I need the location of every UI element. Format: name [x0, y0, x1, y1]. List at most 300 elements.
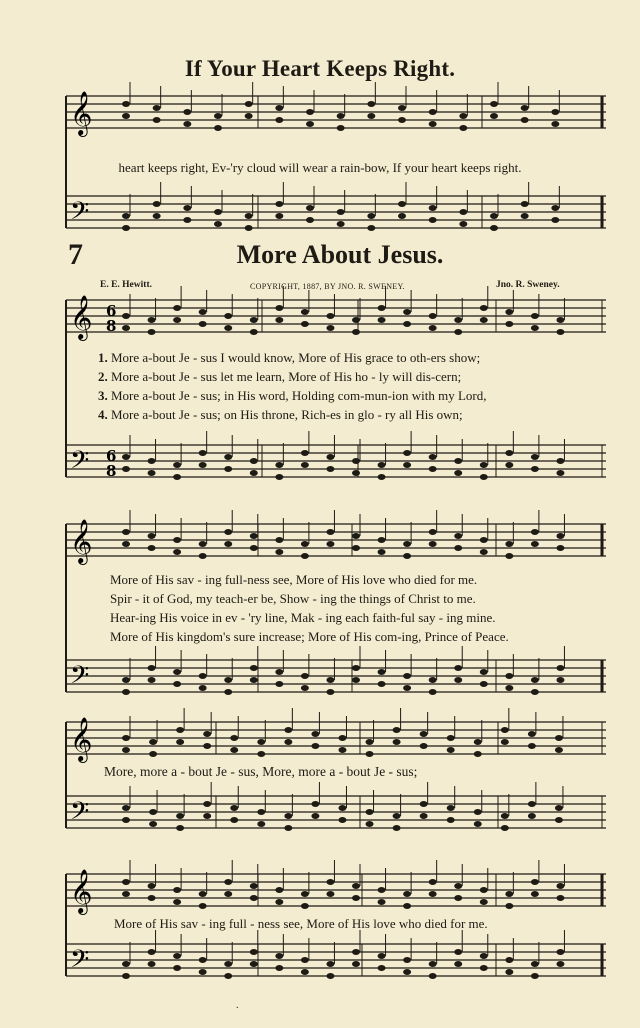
note-head — [148, 883, 156, 889]
note-head — [454, 470, 462, 476]
note-head — [301, 969, 309, 975]
note-head — [148, 961, 156, 967]
note-head — [337, 221, 345, 227]
note-head — [480, 669, 488, 675]
note-head — [214, 113, 222, 119]
note-head — [122, 805, 130, 811]
note-head — [306, 109, 314, 115]
note-head — [403, 957, 411, 963]
note-head — [122, 101, 130, 107]
verse-continuation-3: Hear-ing His voice in ev - 'ry line, Mak - ing each faith-ful say - ing mine. — [110, 610, 496, 625]
note-head — [148, 470, 156, 476]
note-head — [148, 533, 156, 539]
note-head — [326, 879, 334, 885]
note-head — [474, 821, 482, 827]
note-head — [378, 887, 386, 893]
note-head — [173, 965, 181, 971]
svg-text:6: 6 — [106, 447, 117, 465]
note-head — [173, 953, 181, 959]
note-head — [122, 541, 130, 547]
note-head — [199, 685, 207, 691]
note-head — [528, 743, 536, 749]
note-head — [148, 458, 156, 464]
note-head — [454, 533, 462, 539]
note-head — [555, 735, 563, 741]
note-head — [420, 801, 428, 807]
svg-text:𝄞: 𝄞 — [70, 869, 93, 913]
note-head — [214, 221, 222, 227]
note-head — [199, 891, 207, 897]
note-head — [199, 957, 207, 963]
note-head — [505, 891, 513, 897]
note-head — [301, 462, 309, 468]
note-head — [556, 470, 564, 476]
note-head — [214, 209, 222, 215]
note-head — [352, 545, 360, 551]
note-head — [230, 805, 238, 811]
note-head — [122, 677, 130, 683]
note-head — [505, 673, 513, 679]
note-head — [224, 541, 232, 547]
note-head — [378, 965, 386, 971]
note-head — [447, 805, 455, 811]
note-head — [403, 462, 411, 468]
note-head — [245, 213, 253, 219]
note-head — [480, 887, 488, 893]
note-head — [326, 541, 334, 547]
note-head — [555, 747, 563, 753]
note-head — [326, 891, 334, 897]
note-head — [501, 813, 509, 819]
note-head — [531, 973, 539, 979]
note-head — [531, 879, 539, 885]
note-head — [447, 735, 455, 741]
note-head — [203, 801, 211, 807]
note-head — [551, 121, 559, 127]
note-head — [556, 458, 564, 464]
note-head — [173, 474, 181, 480]
note-head — [250, 677, 258, 683]
note-head — [429, 879, 437, 885]
svg-text:𝄞: 𝄞 — [70, 519, 93, 563]
note-head — [403, 553, 411, 559]
note-head — [148, 317, 156, 323]
note-head — [378, 474, 386, 480]
note-head — [393, 813, 401, 819]
note-head — [275, 117, 283, 123]
note-head — [183, 205, 191, 211]
note-head — [378, 317, 386, 323]
note-head — [420, 743, 428, 749]
note-head — [459, 125, 467, 131]
note-head — [230, 817, 238, 823]
note-head — [301, 450, 309, 456]
note-head — [454, 677, 462, 683]
svg-text:8: 8 — [106, 462, 117, 480]
note-head — [366, 809, 374, 815]
note-head — [429, 689, 437, 695]
note-head — [122, 747, 130, 753]
note-head — [199, 903, 207, 909]
note-head — [326, 529, 334, 535]
note-head — [490, 101, 498, 107]
note-head — [454, 545, 462, 551]
note-head — [556, 677, 564, 683]
note-head — [122, 735, 130, 741]
note-head — [122, 213, 130, 219]
hymn-title: More About Jesus. — [236, 240, 444, 269]
note-head — [429, 961, 437, 967]
note-head — [551, 109, 559, 115]
note-head — [528, 813, 536, 819]
note-head — [556, 533, 564, 539]
verse-continuation-4: More of His kingdom's sure increase; More of His com-ing, Prince of Peace. — [110, 629, 509, 644]
note-head — [183, 121, 191, 127]
note-head — [490, 213, 498, 219]
note-head — [352, 533, 360, 539]
note-head — [528, 801, 536, 807]
note-head — [352, 883, 360, 889]
note-head — [224, 466, 232, 472]
time-signature-bottom: 8 — [106, 317, 117, 335]
note-head — [224, 973, 232, 979]
note-head — [531, 541, 539, 547]
note-head — [148, 677, 156, 683]
note-head — [338, 735, 346, 741]
note-head — [122, 817, 130, 823]
note-head — [531, 529, 539, 535]
note-head — [378, 899, 386, 905]
note-head — [301, 957, 309, 963]
note-head — [447, 747, 455, 753]
note-head — [250, 329, 258, 335]
note-head — [366, 821, 374, 827]
refrain-end-lyric: More of His sav - ing full - ness see, More of His love who died for me. — [114, 916, 488, 931]
note-head — [403, 321, 411, 327]
note-head — [556, 545, 564, 551]
note-head — [275, 537, 283, 543]
note-head — [284, 825, 292, 831]
note-head — [337, 113, 345, 119]
note-head — [459, 221, 467, 227]
note-head — [250, 458, 258, 464]
note-head — [326, 454, 334, 460]
note-head — [176, 825, 184, 831]
note-head — [367, 113, 375, 119]
note-head — [505, 321, 513, 327]
note-head — [521, 105, 529, 111]
note-head — [250, 895, 258, 901]
svg-text:𝄢: 𝄢 — [70, 197, 90, 232]
note-head — [420, 731, 428, 737]
refrain-lyric: More, more a - bout Je - sus, More, more a - bout Je - sus; — [104, 764, 418, 779]
note-head — [149, 821, 157, 827]
note-head — [301, 685, 309, 691]
note-head — [338, 817, 346, 823]
page-mark: . — [236, 1000, 239, 1011]
note-head — [148, 949, 156, 955]
note-head — [224, 879, 232, 885]
note-head — [338, 805, 346, 811]
note-head — [250, 883, 258, 889]
note-head — [122, 466, 130, 472]
note-head — [275, 213, 283, 219]
note-head — [122, 325, 130, 331]
note-head — [301, 903, 309, 909]
note-head — [531, 466, 539, 472]
note-head — [556, 317, 564, 323]
note-head — [398, 117, 406, 123]
note-head — [224, 689, 232, 695]
note-head — [531, 677, 539, 683]
note-head — [284, 727, 292, 733]
note-head — [230, 735, 238, 741]
note-head — [275, 305, 283, 311]
note-head — [454, 665, 462, 671]
note-head — [398, 201, 406, 207]
note-head — [148, 545, 156, 551]
note-head — [429, 677, 437, 683]
note-head — [122, 879, 130, 885]
note-head — [250, 545, 258, 551]
note-head — [505, 309, 513, 315]
note-head — [230, 747, 238, 753]
note-head — [505, 685, 513, 691]
note-head — [352, 961, 360, 967]
note-head — [250, 665, 258, 671]
note-head — [474, 739, 482, 745]
note-head — [173, 681, 181, 687]
note-head — [505, 957, 513, 963]
note-head — [480, 537, 488, 543]
note-head — [284, 739, 292, 745]
note-head — [173, 669, 181, 675]
note-head — [429, 466, 437, 472]
note-head — [203, 813, 211, 819]
note-head — [148, 895, 156, 901]
note-head — [149, 739, 157, 745]
note-head — [480, 549, 488, 555]
note-head — [531, 454, 539, 460]
note-head — [459, 209, 467, 215]
note-head — [199, 450, 207, 456]
note-head — [454, 961, 462, 967]
verse-line-1: 1. More a-bout Je - sus I would know, More of His grace to oth-ers show; — [98, 350, 481, 365]
time-signature-top: 6 — [106, 302, 117, 320]
note-head — [122, 454, 130, 460]
note-head — [454, 883, 462, 889]
svg-text:𝄢: 𝄢 — [70, 797, 90, 832]
note-head — [378, 305, 386, 311]
verse-line-3: 3. More a-bout Je - sus; in His word, Holding com-mun-ion with my Lord, — [98, 388, 487, 403]
note-head — [352, 895, 360, 901]
note-head — [556, 949, 564, 955]
note-head — [480, 965, 488, 971]
note-head — [556, 961, 564, 967]
note-head — [275, 965, 283, 971]
note-head — [556, 895, 564, 901]
note-head — [454, 329, 462, 335]
note-head — [454, 949, 462, 955]
note-head — [183, 109, 191, 115]
note-head — [501, 727, 509, 733]
note-head — [224, 529, 232, 535]
note-head — [531, 325, 539, 331]
previous-hymn-title: If Your Heart Keeps Right. — [184, 56, 456, 81]
note-head — [173, 549, 181, 555]
note-head — [378, 537, 386, 543]
note-head — [275, 669, 283, 675]
note-head — [326, 677, 334, 683]
note-head — [257, 751, 265, 757]
note-head — [393, 739, 401, 745]
note-head — [153, 201, 161, 207]
note-head — [531, 689, 539, 695]
note-head — [429, 109, 437, 115]
note-head — [480, 305, 488, 311]
note-head — [505, 541, 513, 547]
note-head — [250, 533, 258, 539]
note-head — [429, 325, 437, 331]
note-head — [275, 462, 283, 468]
note-head — [122, 961, 130, 967]
note-head — [148, 329, 156, 335]
note-head — [429, 217, 437, 223]
note-head — [378, 669, 386, 675]
note-head — [366, 751, 374, 757]
note-head — [555, 805, 563, 811]
note-head — [556, 329, 564, 335]
note-head — [480, 681, 488, 687]
note-head — [398, 105, 406, 111]
note-head — [301, 673, 309, 679]
note-head — [352, 665, 360, 671]
note-head — [224, 677, 232, 683]
note-head — [447, 817, 455, 823]
note-head — [326, 466, 334, 472]
svg-text:𝄢: 𝄢 — [70, 446, 90, 481]
note-head — [454, 317, 462, 323]
note-head — [378, 953, 386, 959]
note-head — [352, 317, 360, 323]
note-head — [352, 677, 360, 683]
svg-text:𝄞: 𝄞 — [70, 295, 93, 339]
note-head — [301, 553, 309, 559]
note-head — [403, 685, 411, 691]
note-head — [429, 205, 437, 211]
note-head — [326, 313, 334, 319]
note-head — [311, 801, 319, 807]
note-head — [199, 321, 207, 327]
note-head — [257, 821, 265, 827]
note-head — [480, 899, 488, 905]
svg-text:𝄢: 𝄢 — [70, 945, 90, 980]
note-head — [122, 313, 130, 319]
note-head — [352, 458, 360, 464]
note-head — [275, 317, 283, 323]
note-head — [173, 305, 181, 311]
note-head — [403, 891, 411, 897]
note-head — [480, 317, 488, 323]
note-head — [122, 225, 130, 231]
note-head — [122, 973, 130, 979]
previous-hymn-lyric: heart keeps right, Ev-'ry cloud will wear a rain-bow, If your heart keeps right. — [118, 160, 522, 175]
note-head — [521, 213, 529, 219]
note-head — [521, 117, 529, 123]
note-head — [203, 743, 211, 749]
note-head — [301, 321, 309, 327]
verse-continuation-2: Spir - it of God, my teach-er be, Show - ing the things of Christ to me. — [110, 591, 476, 606]
note-head — [398, 213, 406, 219]
note-head — [501, 825, 509, 831]
note-head — [352, 470, 360, 476]
note-head — [326, 973, 334, 979]
note-head — [173, 317, 181, 323]
note-head — [311, 813, 319, 819]
note-head — [183, 217, 191, 223]
note-head — [429, 529, 437, 535]
note-head — [224, 961, 232, 967]
note-head — [275, 953, 283, 959]
note-head — [245, 101, 253, 107]
note-head — [505, 969, 513, 975]
note-head — [214, 125, 222, 131]
note-head — [521, 201, 529, 207]
svg-text:𝄢: 𝄢 — [70, 661, 90, 696]
note-head — [393, 727, 401, 733]
note-head — [306, 205, 314, 211]
note-head — [429, 313, 437, 319]
note-head — [326, 961, 334, 967]
note-head — [173, 887, 181, 893]
staff-system-2 — [66, 519, 606, 696]
note-head — [199, 309, 207, 315]
note-head — [403, 450, 411, 456]
note-head — [301, 541, 309, 547]
note-head — [301, 309, 309, 315]
note-head — [420, 813, 428, 819]
svg-text:𝄞: 𝄞 — [70, 717, 93, 761]
note-head — [245, 225, 253, 231]
note-head — [311, 731, 319, 737]
note-head — [474, 809, 482, 815]
note-head — [326, 325, 334, 331]
note-head — [203, 731, 211, 737]
note-head — [250, 470, 258, 476]
note-head — [429, 541, 437, 547]
note-head — [403, 309, 411, 315]
note-head — [429, 973, 437, 979]
note-head — [367, 101, 375, 107]
note-head — [306, 217, 314, 223]
note-head — [199, 673, 207, 679]
note-head — [122, 113, 130, 119]
note-head — [173, 462, 181, 468]
note-head — [403, 673, 411, 679]
note-head — [528, 731, 536, 737]
note-head — [301, 891, 309, 897]
note-head — [480, 953, 488, 959]
note-head — [176, 727, 184, 733]
note-head — [366, 739, 374, 745]
note-head — [490, 113, 498, 119]
note-head — [275, 105, 283, 111]
note-head — [454, 458, 462, 464]
note-head — [122, 689, 130, 695]
note-head — [480, 474, 488, 480]
note-head — [429, 121, 437, 127]
note-head — [275, 899, 283, 905]
